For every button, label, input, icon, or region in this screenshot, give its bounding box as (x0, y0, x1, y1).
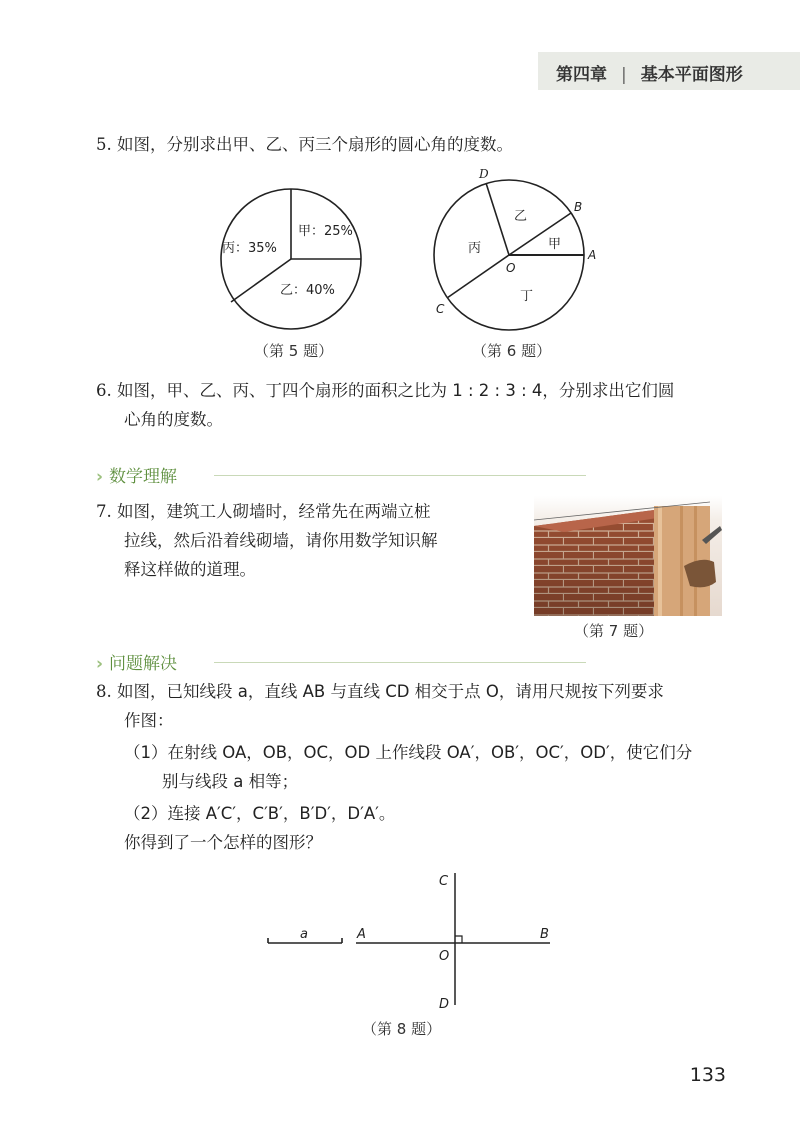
chapter-title: 基本平面图形 (640, 65, 743, 85)
right-angle-mark (455, 936, 462, 943)
sector-bing: 丙 (468, 241, 482, 256)
sector-label-bing: 丙：35% (222, 241, 277, 256)
brick-wall-illustration (534, 496, 722, 616)
section-title: 数学理解 (109, 467, 178, 487)
figure-5-pie (210, 185, 380, 345)
section-heading-understanding (96, 462, 177, 487)
sector-label-jia: 甲：25% (298, 224, 353, 239)
figure-7-caption: （第 7 题） (574, 622, 654, 640)
label-O: O (439, 949, 450, 964)
subquestion-2: （2）连接 A′C′，C′B′，B′D′，D′A′。 (124, 804, 396, 823)
figure-8-caption: （第 8 题） (362, 1020, 442, 1038)
ray-OD (486, 183, 509, 255)
question-text-line2: 作图： (124, 711, 174, 730)
point-C: C (436, 302, 445, 316)
question-text-line3: 释这样做的道理。 (124, 560, 256, 579)
subquestion-1-line1: （1）在射线 OA，OB，OC，OD 上作线段 OA′，OB′，OC′，OD′，使它们分 (124, 743, 693, 762)
chevron-right-icon: › (96, 654, 104, 674)
figure-6-caption: （第 6 题） (472, 342, 552, 360)
label-B: B (540, 927, 549, 942)
question-number: 8. (96, 682, 112, 701)
page-number: 133 (689, 1064, 726, 1086)
chapter-header (556, 60, 743, 85)
question-7 (96, 497, 516, 584)
question-text: 如图，分别求出甲、乙、丙三个扇形的圆心角的度数。 (117, 135, 513, 154)
sector-ding: 丁 (520, 289, 534, 304)
question-number: 6. (96, 381, 112, 400)
question-number: 7. (96, 502, 112, 521)
point-O: O (506, 261, 516, 275)
label-a: a (300, 927, 308, 942)
question-number: 5. (96, 135, 112, 154)
label-C: C (439, 874, 449, 889)
section-heading-problem-solving (96, 649, 177, 674)
sector-label-yi: 乙：40% (280, 283, 335, 298)
question-text-line1: 如图，已知线段 a，直线 AB 与直线 CD 相交于点 O，请用尺规按下列要求 (117, 682, 664, 701)
question-text-line2: 心角的度数。 (124, 410, 223, 429)
question-8 (96, 677, 746, 857)
figure-7-brick-wall-photo (534, 496, 722, 616)
figure-6-pie (420, 160, 610, 350)
question-5 (96, 130, 513, 159)
question-text-line1: 如图，建筑工人砌墙时，经常先在两端立桩 (117, 502, 431, 521)
question-6 (96, 376, 736, 434)
label-A: A (357, 927, 366, 942)
question-8-prompt: 你得到了一个怎样的图形？ (124, 833, 322, 852)
subquestion-1-line2: 别与线段 a 相等； (162, 772, 299, 791)
figure-8-diagram (260, 868, 560, 1018)
question-text-line1: 如图，甲、乙、丙、丁四个扇形的面积之比为 1 : 2 : 3 : 4，分别求出它们圆 (117, 381, 675, 400)
chapter-number: 第四章 (556, 65, 607, 85)
ray-OC (447, 255, 509, 298)
point-A: A (588, 248, 597, 262)
section-divider (214, 475, 586, 476)
figure-5-caption: （第 5 题） (254, 342, 334, 360)
header-separator: | (621, 65, 627, 85)
section-divider (214, 662, 586, 663)
point-D: D (479, 167, 489, 181)
chevron-right-icon: › (96, 467, 104, 487)
point-B: B (574, 200, 583, 214)
label-D: D (439, 997, 450, 1012)
question-text-line2: 拉线，然后沿着线砌墙，请你用数学知识解 (124, 531, 438, 550)
sector-yi: 乙 (514, 209, 528, 224)
section-title: 问题解决 (109, 654, 178, 674)
sector-jia: 甲 (548, 237, 562, 252)
